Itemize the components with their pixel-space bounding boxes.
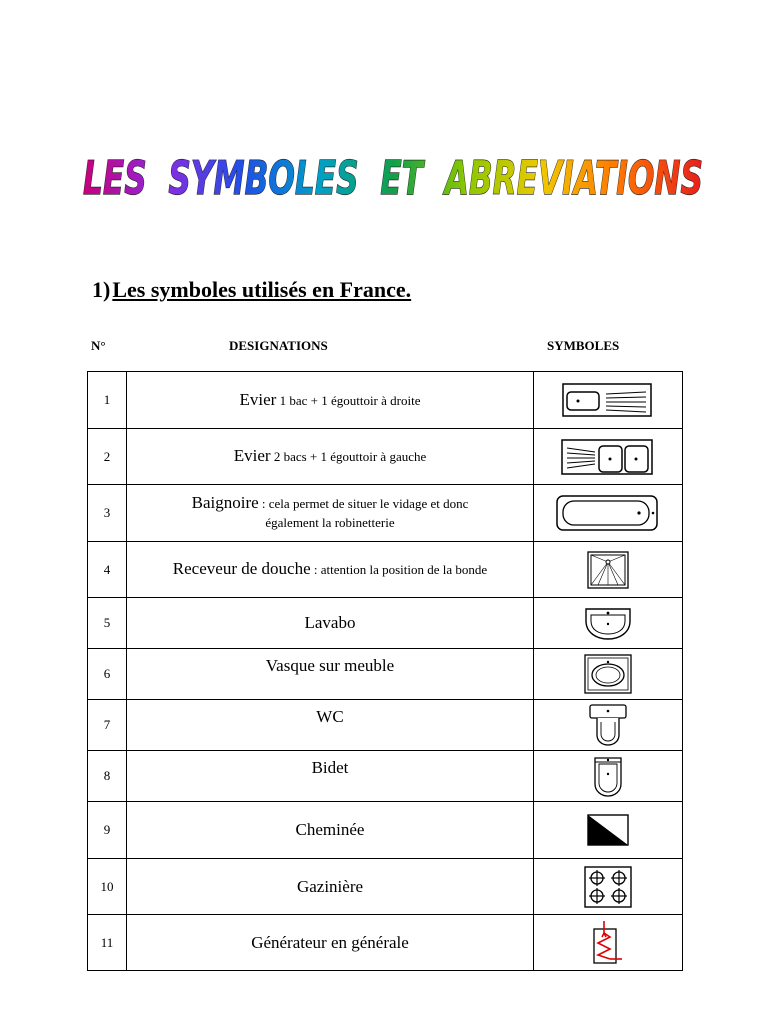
row-symbol [534, 751, 683, 802]
designation-name: Lavabo [304, 613, 356, 632]
table-row [88, 542, 683, 598]
row-number: 10 [88, 859, 127, 915]
page-title [78, 142, 708, 212]
section-number: 1) [92, 277, 111, 302]
row-number: 3 [88, 485, 127, 542]
row-number: 1 [88, 372, 127, 429]
row-designation [127, 485, 534, 542]
row-designation [127, 598, 534, 649]
table-row [88, 859, 683, 915]
row-symbol [534, 859, 683, 915]
row-designation [127, 372, 534, 429]
row-designation [127, 802, 534, 859]
table-row [88, 429, 683, 485]
row-designation [127, 429, 534, 485]
row-symbol [534, 598, 683, 649]
table-row [88, 751, 683, 802]
designation-name: Baignoire [191, 493, 259, 512]
vanity-basin-icon [583, 653, 633, 695]
row-designation [127, 915, 534, 971]
row-symbol [534, 372, 683, 429]
row-symbol [534, 542, 683, 598]
designation-detail: 1 bac + 1 égouttoir à droite [276, 392, 421, 408]
designation-name: Evier [239, 389, 277, 409]
designation-name: Gazinière [296, 876, 364, 896]
generator-icon [588, 919, 628, 967]
designation-detail-line2: également la robinetterie [265, 515, 395, 530]
table-row [88, 802, 683, 859]
row-number: 2 [88, 429, 127, 485]
designation-name: Evier [233, 446, 271, 465]
bidet-icon [590, 754, 626, 798]
row-number: 9 [88, 802, 127, 859]
designation-name: WC [316, 707, 344, 726]
row-number: 6 [88, 649, 127, 700]
row-symbol [534, 649, 683, 700]
row-symbol [534, 429, 683, 485]
row-symbol [534, 700, 683, 751]
designation-name: Générateur en générale [251, 932, 409, 952]
table-row [88, 485, 683, 542]
sink-2-bowls-icon [561, 438, 655, 476]
table-row [88, 915, 683, 971]
row-symbol [534, 915, 683, 971]
shower-tray-icon [586, 550, 630, 590]
washbasin-icon [583, 605, 633, 641]
designation-name: Cheminée [295, 820, 365, 839]
title-text: LES SYMBOLES ET ABREVIATIONS [83, 151, 703, 205]
row-designation [127, 751, 534, 802]
section-heading [92, 277, 411, 303]
row-number: 5 [88, 598, 127, 649]
sink-1-bowl-icon [562, 382, 654, 418]
table-row [88, 598, 683, 649]
header-number: N° [91, 338, 106, 353]
fireplace-icon [587, 814, 629, 846]
section-title: Les symboles utilisés en France. [112, 277, 412, 302]
bathtub-icon [555, 493, 661, 533]
symbols-table [87, 371, 683, 971]
designation-detail: : cela permet de situer le vidage et donc [258, 496, 469, 511]
table-row [88, 372, 683, 429]
designation-name: Bidet [311, 758, 349, 777]
row-designation [127, 649, 534, 700]
designation-detail: 2 bacs + 1 égouttoir à gauche [270, 449, 427, 464]
row-designation [127, 859, 534, 915]
header-designations: DESIGNATIONS [229, 338, 328, 353]
designation-detail: : attention la position de la bonde [310, 562, 488, 577]
row-number: 11 [88, 915, 127, 971]
table-row [88, 700, 683, 751]
toilet-icon [588, 703, 628, 747]
designation-name: Receveur de douche [172, 559, 311, 578]
gas-stove-icon [583, 865, 633, 909]
header-symbols: SYMBOLES [547, 338, 620, 353]
row-designation [127, 542, 534, 598]
row-number: 7 [88, 700, 127, 751]
row-symbol [534, 802, 683, 859]
row-symbol [534, 485, 683, 542]
designation-name: Vasque sur meuble [265, 656, 395, 675]
row-number: 4 [88, 542, 127, 598]
row-number: 8 [88, 751, 127, 802]
row-designation [127, 700, 534, 751]
table-row [88, 649, 683, 700]
